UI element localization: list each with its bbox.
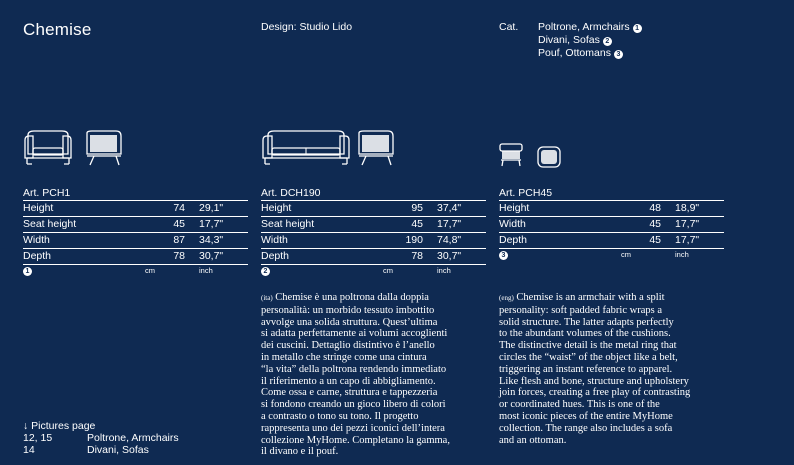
language-tag: (eng) (499, 294, 514, 302)
spec-row: Height 95 37,4" (261, 200, 486, 217)
spec-row: Seat height 45 17,7" (23, 217, 248, 233)
spec-table-dch190 (261, 186, 486, 277)
language-tag: (ita) (261, 294, 273, 302)
spec-row: Height 74 29,1" (23, 200, 248, 217)
category-label: Cat. (499, 21, 519, 33)
description-english: (eng) Chemise is an armchair with a split personality: soft padded fabric wraps a solid structure. The latter adapts perfectly to the abundant volumes of the cushions. The distinctive detail is the metal ring that circles the “waist” of the object like a belt, triggering an instant reference to apparel. Like flesh and bone, structure and upholstery join forces, creating a free play of contrasting or coordinated hues. This is one of the most iconic pieces of the entire MyHome collection. The range also includes a sofa and an ottoman. (499, 292, 691, 446)
units-row: 3 cm inch (499, 249, 724, 261)
spec-table-pch1 (23, 186, 248, 277)
spec-row: Width 190 74,8" (261, 233, 486, 249)
product-title: Chemise (23, 20, 92, 39)
pictures-page-index (23, 420, 179, 456)
page-reference: 14 Divani, Sofas (23, 444, 149, 456)
number-badge: 2 (603, 37, 612, 46)
pictures-heading: ↓ Pictures page (23, 420, 96, 432)
number-badge: 1 (23, 267, 32, 276)
spec-row: Width 87 34,3" (23, 233, 248, 249)
category-list (538, 21, 642, 60)
category-item: Poltrone, Armchairs 1 (538, 21, 642, 34)
category-item: Divani, Sofas 2 (538, 34, 642, 47)
units-row: 1 cm inch (23, 265, 248, 277)
number-badge: 3 (614, 50, 623, 59)
number-badge: 3 (499, 251, 508, 260)
spec-row: Depth 45 17,7" (499, 233, 724, 249)
article-code: Art. DCH190 (261, 187, 321, 199)
description-italian: (ita) Chemise è una poltrona dalla doppia personalità: un morbido tessuto imbottito avvolge una solida struttura. Quest’ultima si adatta perfettamente ai volumi accoglienti dei cuscini. Dettaglio distintivo è l’anello in metallo che stringe come una cintura “la vita” della poltrona rendendo immediato il riferimento a un capo di abbigliamento. Come ossa e carne, struttura e tappezzeria si fondono creando un gioco libero di colori a contrasto o tono su tono. Il progetto rappresenta uno dei pezzi iconici dell’intera collezione MyHome. Completano la gamma, il divano e il pouf. (261, 292, 450, 458)
number-badge: 1 (633, 24, 642, 33)
sofa-side-drawing (356, 130, 396, 167)
article-code: Art. PCH45 (499, 187, 553, 199)
spec-row: Depth 78 30,7" (23, 249, 248, 265)
ottoman-side-drawing (499, 143, 523, 167)
sofa-front-drawing (262, 130, 350, 167)
article-code: Art. PCH1 (23, 187, 71, 199)
armchair-front-drawing (24, 130, 72, 167)
armchair-side-drawing (84, 130, 124, 167)
category-item: Pouf, Ottomans 3 (538, 47, 642, 60)
spec-row: Depth 78 30,7" (261, 249, 486, 265)
spec-row: Width 45 17,7" (499, 217, 724, 233)
units-row: 2 cm inch (261, 265, 486, 277)
spec-table-pch45 (499, 186, 724, 261)
page-reference: 12, 15 Poltrone, Armchairs (23, 432, 179, 444)
spec-row: Seat height 45 17,7" (261, 217, 486, 233)
ottoman-top-drawing (537, 146, 561, 168)
spec-row: Height 48 18,9" (499, 200, 724, 217)
design-credit: Design: Studio Lido (261, 21, 353, 33)
number-badge: 2 (261, 267, 270, 276)
